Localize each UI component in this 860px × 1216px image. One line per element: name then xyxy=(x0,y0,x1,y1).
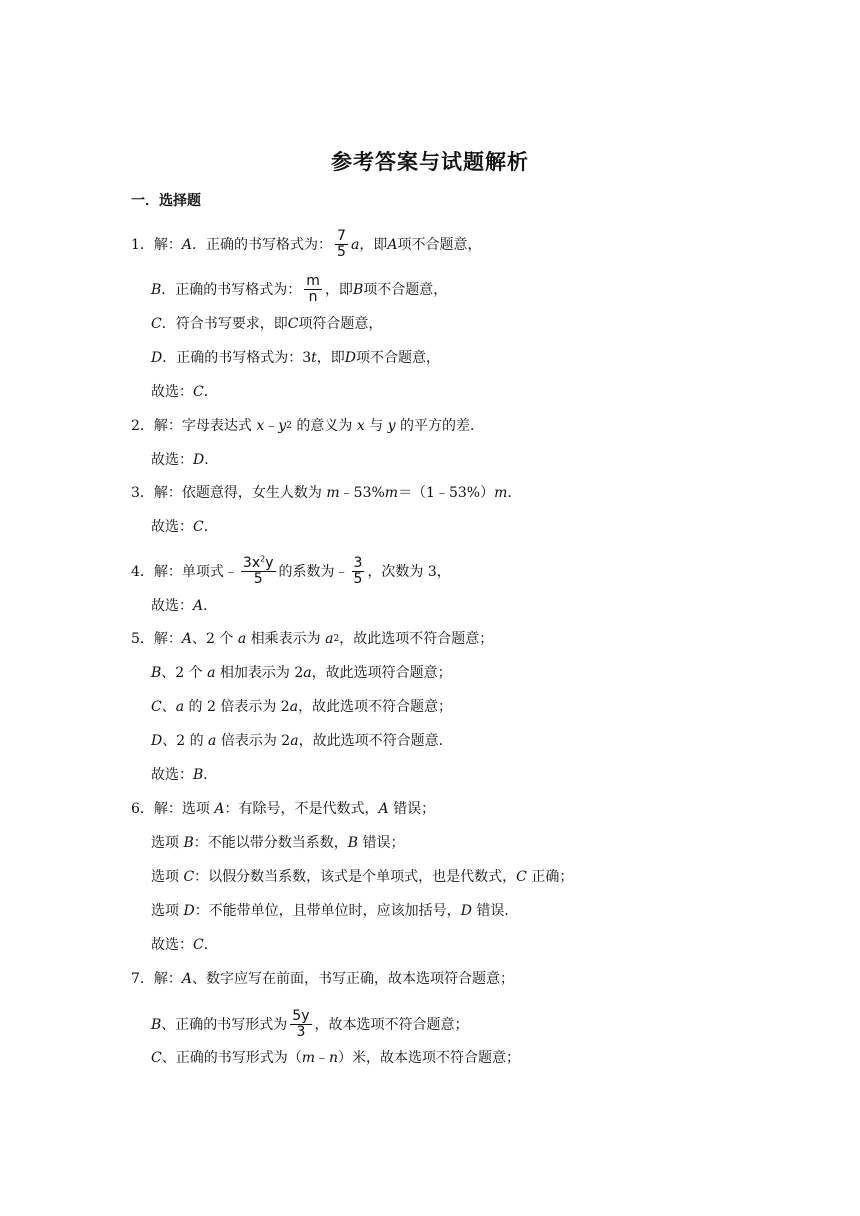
q5-option-c: C 、 a 的 2 倍表示为 2 a ，故此选项不符合题意； xyxy=(151,699,453,715)
fraction: $\frac{5y}{3}$ xyxy=(292,1008,310,1040)
q6-option-b: 选项 B ：不能以带分数当系数， B 错误； xyxy=(151,835,405,851)
q3-solution: 3．解：依题意得，女生人数为 m ﹣53% m ＝（1﹣53%） m ． xyxy=(131,485,522,501)
q2-answer: 故选： D ． xyxy=(151,452,219,468)
fraction: $\frac{3x^2y}{5}$ xyxy=(242,554,274,587)
q2-solution: 2．解：字母表达式 x ﹣ y 2 的意义为 x 与 y 的平方的差． xyxy=(131,418,485,434)
fraction: $\frac{m}{n}$ xyxy=(306,273,320,305)
q6-option-d: 选项 D ：不能带单位，且带单位时，应该加括号， D 错误． xyxy=(151,903,519,919)
q5-option-a: 5．解： A 、2 个 a 相乘表示为 a 2 ，故此选项不符合题意； xyxy=(131,631,494,647)
fraction: $\frac{7}{5}$ xyxy=(337,228,346,260)
q6-option-a: 6．解：选项 A ：有除号，不是代数式， A 错误； xyxy=(131,801,436,817)
q1-option-a: 1．解： A ．正确的书写格式为： $\frac{7}{5}$ a ，即 A 项不合题意， xyxy=(131,228,482,260)
q6-option-c: 选项 C ：以假分数当系数，该式是个单项式，也是代数式， C 正确； xyxy=(151,869,574,885)
q7-option-c: C 、正确的书写形式为（ m ﹣ n ）米，故本选项不符合题意； xyxy=(151,1050,521,1066)
q5-option-b: B 、2 个 a 相加表示为 2 a ，故此选项符合题意； xyxy=(151,665,452,681)
q4-answer: 故选： A ． xyxy=(151,598,218,614)
page-title: 参考答案与试题解析 xyxy=(331,150,529,174)
q1-option-d: D ．正确的书写格式为：3 t ，即 D 项不合题意， xyxy=(151,350,441,366)
q3-answer: 故选： C ． xyxy=(151,519,218,535)
q7-option-a: 7．解： A 、数字应写在前面，书写正确，故本选项符合题意； xyxy=(131,971,515,987)
q6-answer: 故选： C ． xyxy=(151,937,218,953)
q7-option-b: B 、正确的书写形式为 $\frac{5y}{3}$ ，故本选项不符合题意； xyxy=(151,1008,469,1040)
q1-answer: 故选： C ． xyxy=(151,384,218,400)
section-heading: 一．选择题 xyxy=(131,193,201,209)
q1-option-b: B ．正确的书写格式为： $\frac{m}{n}$ ，即 B 项不合题意， xyxy=(151,273,448,305)
fraction: $\frac{3}{5}$ xyxy=(353,555,363,587)
q5-answer: 故选： B ． xyxy=(151,767,218,783)
q4-solution: 4．解：单项式﹣ $\frac{3x^2y}{5}$ 的系数为﹣ $\frac{3}{5}$ ，次数为 3， xyxy=(131,554,451,587)
q1-option-c: C ．符合书写要求，即 C 项符合题意， xyxy=(151,316,383,332)
q5-option-d: D 、2 的 a 倍表示为 2 a ，故此选项不符合题意． xyxy=(151,733,453,749)
